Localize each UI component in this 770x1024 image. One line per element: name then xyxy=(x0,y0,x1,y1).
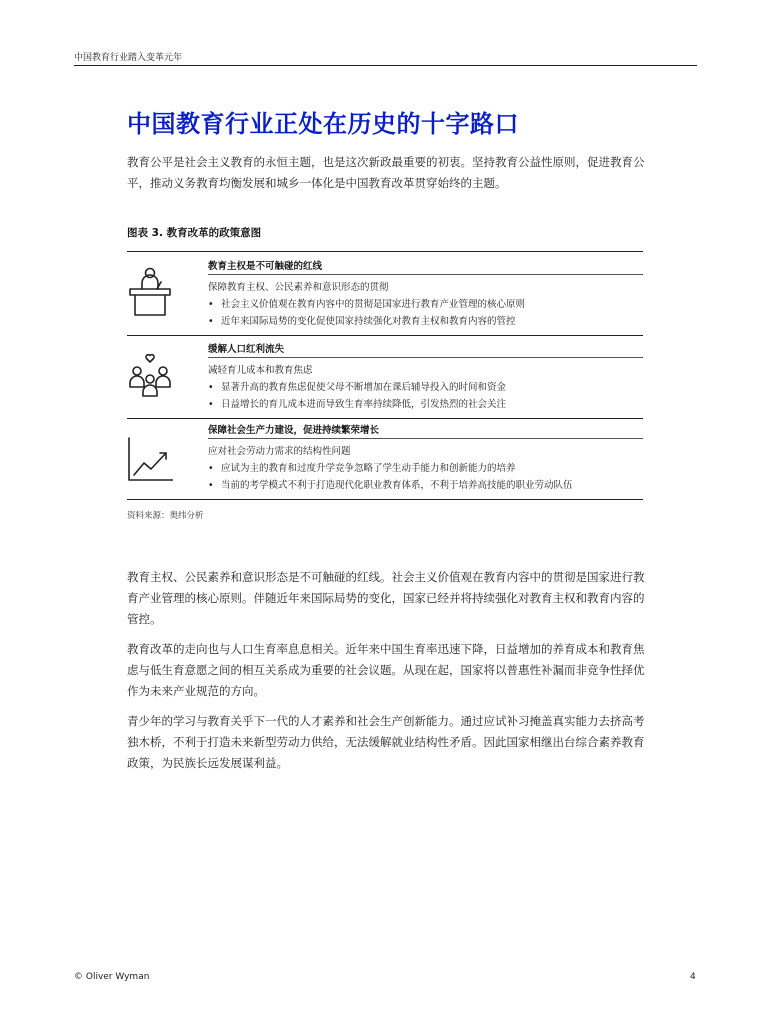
bullet-marker: • xyxy=(208,382,214,393)
body-paragraph-3: 青少年的学习与教育关乎下一代的人才素养和社会生产创新能力。通过应试补习掩盖真实能力去挤高考独木桥，不利于打造未来新型劳动力供给，无法缓解就业结构性矛盾。因此国家相继出台综合素养教育政策，为民族长远发展谋利益。 xyxy=(127,714,645,770)
family-heart-icon xyxy=(127,349,173,401)
block-sub-divider xyxy=(208,274,643,275)
running-header: 中国教育行业踏入变革元年 xyxy=(74,53,183,63)
footer-page-number: 4 xyxy=(690,972,696,982)
block-subtitle: 应对社会劳动力需求的结构性问题 xyxy=(208,446,351,457)
bullet-item xyxy=(208,477,573,494)
block-subtitle: 保障教育主权、公民素养和意识形态的贯彻 xyxy=(208,282,389,293)
bullet-item xyxy=(208,460,573,477)
intro-paragraph: 教育公平是社会主义教育的永恒主题，也是这次新政最重要的初衷。坚持教育公益性原则，促进教育公平，推动义务教育均衡发展和城乡一体化是中国教育改革贯穿始终的主题。 xyxy=(127,155,645,190)
block-sub-divider xyxy=(208,357,643,358)
block-bullet-list xyxy=(208,460,573,494)
bullet-text: 显著升高的教育焦虑促使父母不断增加在课后辅导投入的时间和资金 xyxy=(221,382,507,393)
body-paragraph-2: 教育改革的走向也与人口生育率息息相关。近年来中国生育率迅速下降，日益增加的养育成本和教育焦虑与低生育意愿之间的相互关系成为重要的社会议题。从现在起，国家将以普惠性补漏而非竞争性择优作为未来产业规范的方向。 xyxy=(127,642,645,698)
bullet-marker: • xyxy=(208,463,214,474)
bullet-item xyxy=(208,396,506,413)
footer-copyright: © Oliver Wyman xyxy=(74,972,150,982)
bullet-marker: • xyxy=(208,316,214,327)
figure-top-divider xyxy=(127,251,643,252)
bullet-text: 应试为主的教育和过度升学竞争忽略了学生动手能力和创新能力的培养 xyxy=(221,463,516,474)
page-title: 中国教育行业正处在历史的十字路口 xyxy=(127,110,519,138)
block-heading: 缓解人口红利流失 xyxy=(208,344,285,355)
bullet-text: 社会主义价值观在教育内容中的贯彻是国家进行教育产业管理的核心原则 xyxy=(221,299,526,310)
bullet-text: 当前的考学模式不利于打造现代化职业教育体系，不利于培养高技能的职业劳动队伍 xyxy=(221,480,573,491)
header-divider xyxy=(74,65,697,66)
growth-chart-icon xyxy=(127,430,173,482)
bullet-item xyxy=(208,379,506,396)
body-paragraph-1: 教育主权、公民素养和意识形态是不可触碰的红线。社会主义价值观在教育内容中的贯彻是国家进行教育产业管理的核心原则。伴随近年来国际局势的变化，国家已经并将持续强化对教育主权和教育内容的管控。 xyxy=(127,570,645,626)
block-bottom-divider xyxy=(127,499,643,500)
block-heading: 保障社会生产力建设，促进持续繁荣增长 xyxy=(208,425,380,436)
bullet-text: 近年来国际局势的变化促使国家持续强化对教育主权和教育内容的管控 xyxy=(221,316,516,327)
bullet-item xyxy=(208,313,525,330)
block-sub-divider xyxy=(208,438,643,439)
bullet-marker: • xyxy=(208,299,214,310)
block-subtitle: 减轻育儿成本和教育焦虑 xyxy=(208,365,313,376)
bullet-item xyxy=(208,296,525,313)
figure-source-note: 资料来源：奥纬分析 xyxy=(127,511,204,521)
podium-speaker-icon xyxy=(127,266,173,318)
bullet-text: 日益增长的育儿成本进而导致生育率持续降低，引发热烈的社会关注 xyxy=(221,399,507,410)
block-bottom-divider xyxy=(127,335,643,336)
figure-label: 图表 3. 教育改革的政策意图 xyxy=(127,227,262,239)
block-bullet-list xyxy=(208,379,506,413)
bullet-marker: • xyxy=(208,399,214,410)
block-bottom-divider xyxy=(127,418,643,419)
block-bullet-list xyxy=(208,296,525,330)
block-heading: 教育主权是不可触碰的红线 xyxy=(208,261,323,272)
bullet-marker: • xyxy=(208,480,214,491)
